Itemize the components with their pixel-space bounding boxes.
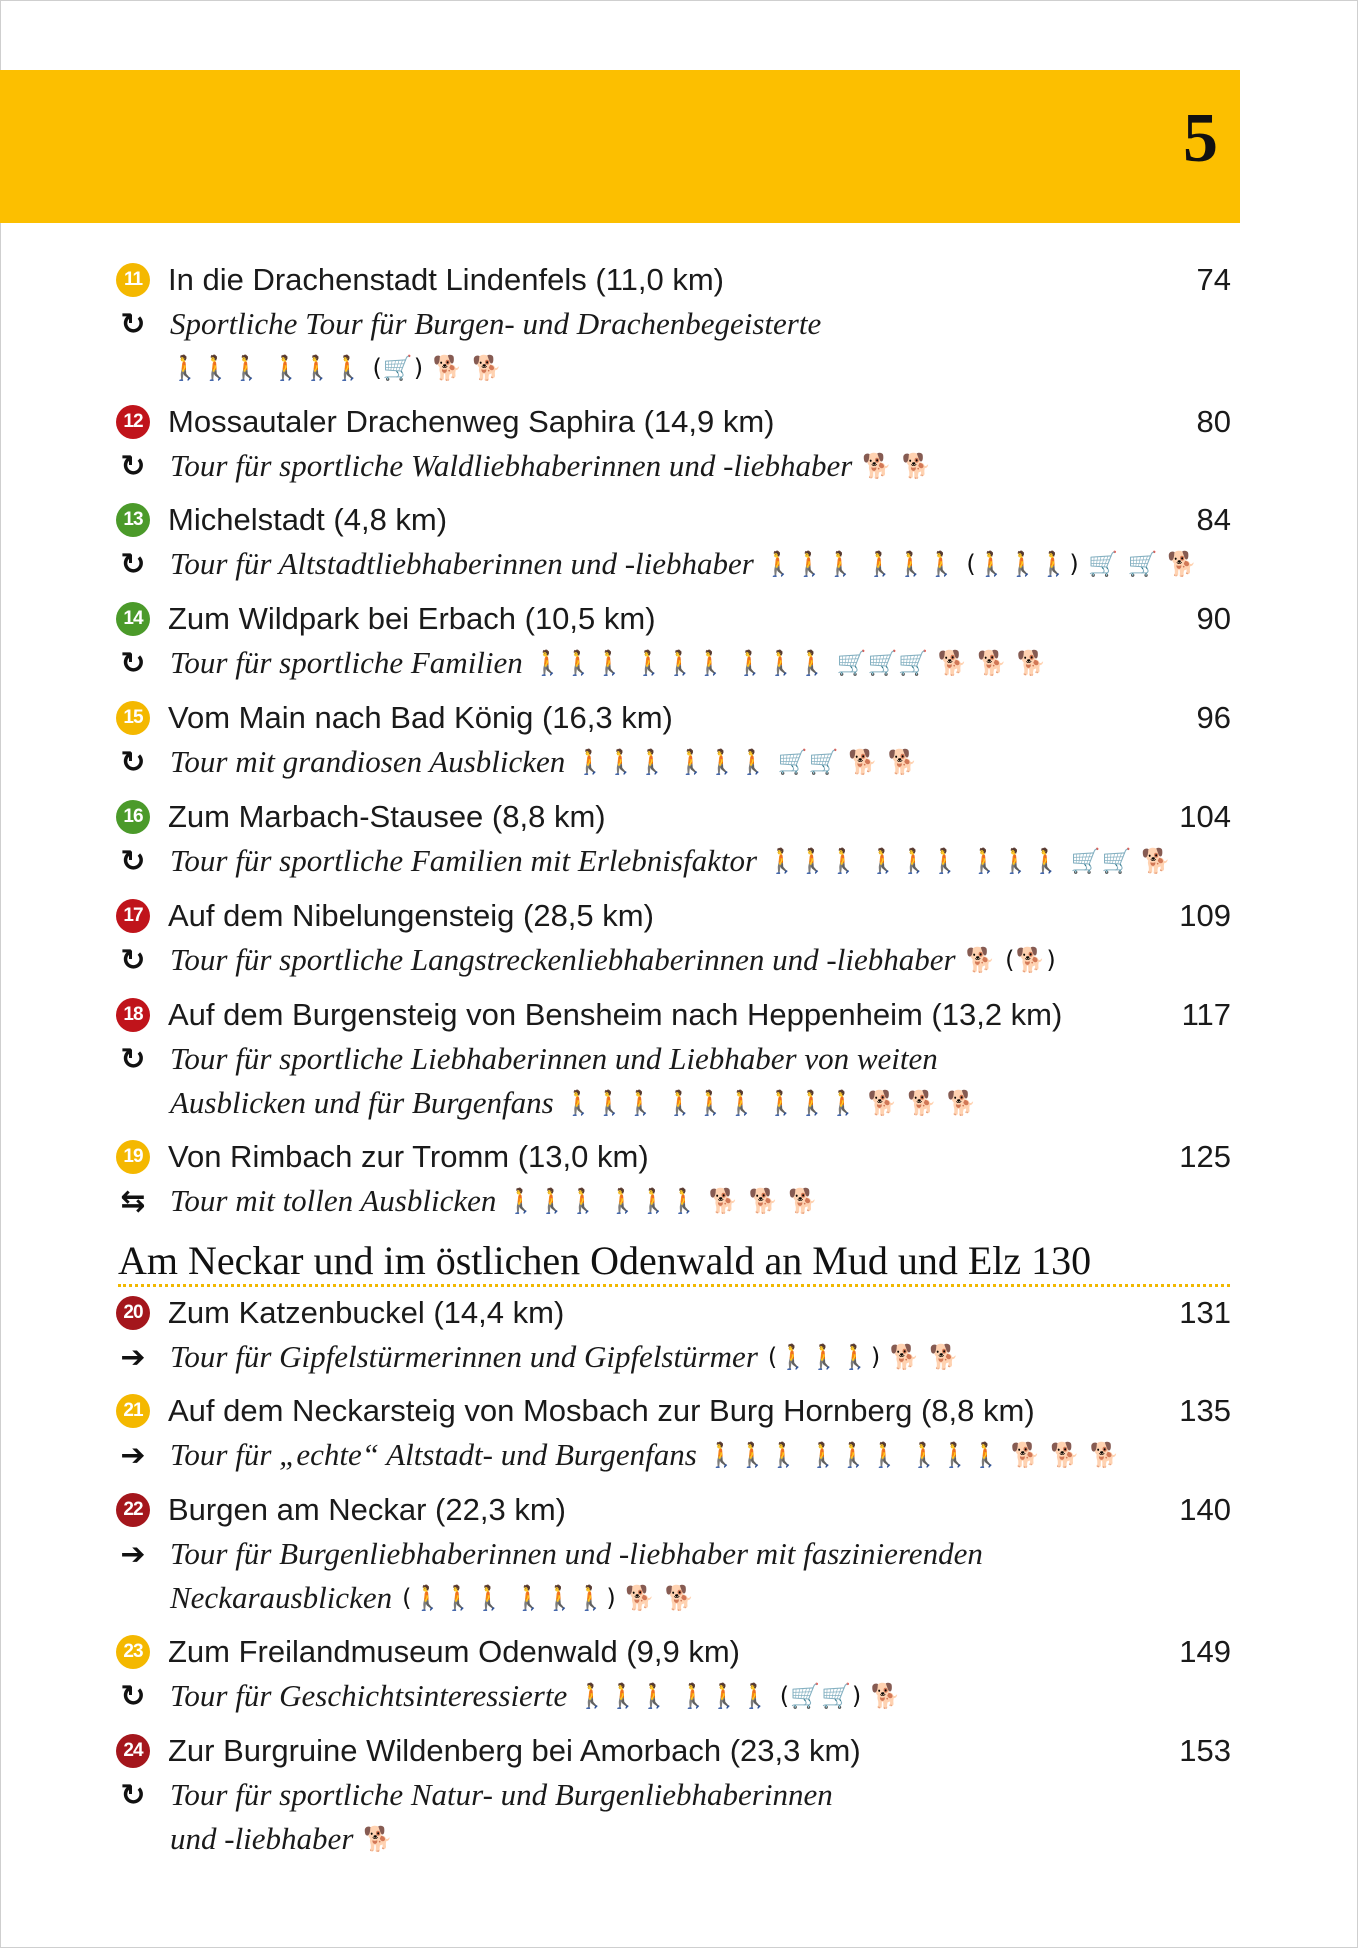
tour-number-badge: 14 — [116, 602, 150, 636]
tour-title: Vom Main nach Bad König (16,3 km) — [168, 700, 673, 735]
suitability-icons: 🐕 — [363, 1825, 395, 1853]
page-reference: 90 — [1196, 601, 1231, 636]
tour-title: Zum Marbach-Stausee (8,8 km) — [168, 799, 606, 834]
loop-route-icon: ↻ — [120, 843, 146, 879]
toc-entry[interactable] — [0, 1488, 1358, 1620]
tour-description: Tour mit tollen Ausblicken 🚶🚶🚶 🚶🚶🚶 🐕 🐕 🐕 — [170, 1183, 819, 1218]
tour-number-badge: 19 — [116, 1140, 150, 1174]
toc-entry[interactable] — [0, 696, 1358, 784]
page-reference: 117 — [1181, 997, 1231, 1032]
toc-entry[interactable] — [0, 993, 1358, 1125]
tour-number-badge: 13 — [116, 503, 150, 537]
page-reference: 125 — [1179, 1139, 1231, 1174]
section-heading: Am Neckar und im östlichen Odenwald an Mud und Elz 130 — [118, 1238, 1092, 1283]
loop-route-icon: ↻ — [120, 1041, 146, 1077]
page-reference: 80 — [1196, 404, 1231, 439]
tour-title: Zum Wildpark bei Erbach (10,5 km) — [168, 601, 656, 636]
tour-number-badge: 22 — [116, 1493, 150, 1527]
toc-entry[interactable] — [0, 400, 1358, 488]
chapter-header-band — [0, 70, 1240, 223]
suitability-icons: 🚶🚶🚶 🚶🚶🚶 🚶🚶🚶 🛒🛒🛒 🐕 🐕 🐕 — [532, 649, 1048, 677]
suitability-icons: 🚶🚶🚶 🚶🚶🚶 🐕 🐕 🐕 — [506, 1187, 819, 1215]
loop-route-icon: ↻ — [120, 645, 146, 681]
tour-description: Tour für Gipfelstürmerinnen und Gipfelstürmer (🚶🚶🚶) 🐕 🐕 — [170, 1339, 961, 1374]
tour-title: Von Rimbach zur Tromm (13,0 km) — [168, 1139, 649, 1174]
tour-title: Auf dem Nibelungensteig (28,5 km) — [168, 898, 654, 933]
tour-number-badge: 11 — [116, 263, 150, 297]
loop-route-icon: ↻ — [120, 1777, 146, 1813]
toc-entry[interactable] — [0, 597, 1358, 685]
suitability-icons: 🚶🚶🚶 🚶🚶🚶 🚶🚶🚶 🐕 🐕 🐕 — [706, 1441, 1121, 1469]
tour-number-badge: 12 — [116, 405, 150, 439]
tour-title: Mossautaler Drachenweg Saphira (14,9 km) — [168, 404, 775, 439]
tour-description: Tour für sportliche Natur- und Burgenliebhaberinnen — [170, 1777, 833, 1812]
suitability-icons: 🚶🚶🚶 🚶🚶🚶 (🛒🛒) 🐕 — [577, 1682, 902, 1710]
tour-description: Tour für Burgenliebhaberinnen und -liebhaber mit faszinierenden — [170, 1536, 983, 1571]
tour-number-badge: 17 — [116, 899, 150, 933]
suitability-icons: (🚶🚶🚶) 🐕 🐕 — [767, 1343, 961, 1371]
toc-entry[interactable] — [0, 1630, 1358, 1718]
tour-title: In die Drachenstadt Lindenfels (11,0 km) — [168, 262, 725, 297]
tour-description: Tour für sportliche Familien mit Erlebnisfaktor 🚶🚶🚶 🚶🚶🚶 🚶🚶🚶 🛒🛒 🐕 — [170, 843, 1173, 878]
tour-number-badge: 24 — [116, 1734, 150, 1768]
page-reference: 131 — [1179, 1295, 1231, 1330]
page-reference: 153 — [1179, 1733, 1231, 1768]
toc-entry[interactable] — [0, 498, 1358, 586]
one-way-route-icon: ➔ — [120, 1339, 146, 1375]
page-reference: 149 — [1179, 1634, 1231, 1669]
tour-title: Burgen am Neckar (22,3 km) — [168, 1492, 566, 1527]
tour-title: Zum Katzenbuckel (14,4 km) — [168, 1295, 565, 1330]
one-way-route-icon: ➔ — [120, 1536, 146, 1572]
tour-description: Tour für sportliche Langstreckenliebhaberinnen und -liebhaber 🐕 (🐕) — [170, 942, 1057, 977]
page-reference: 109 — [1179, 898, 1231, 933]
loop-route-icon: ↻ — [120, 1678, 146, 1714]
suitability-icons: (🚶🚶🚶 🚶🚶🚶) 🐕 🐕 — [402, 1584, 696, 1612]
tour-description: Sportliche Tour für Burgen- und Drachenbegeisterte — [170, 306, 822, 341]
tour-description: Tour für Altstadtliebhaberinnen und -liebhaber 🚶🚶🚶 🚶🚶🚶 (🚶🚶🚶) 🛒 🛒 🐕 — [170, 546, 1199, 581]
page-reference: 96 — [1196, 700, 1231, 735]
loop-route-icon: ↻ — [120, 942, 146, 978]
toc-entry[interactable] — [0, 1135, 1358, 1223]
tour-title: Zum Freilandmuseum Odenwald (9,9 km) — [168, 1634, 740, 1669]
page-reference: 74 — [1196, 262, 1231, 297]
toc-entry[interactable] — [0, 258, 1358, 390]
suitability-icons: 🚶🚶🚶 🚶🚶🚶 (🚶🚶🚶) 🛒 🛒 🐕 — [763, 550, 1199, 578]
loop-route-icon: ↻ — [120, 744, 146, 780]
toc-entry[interactable] — [0, 1729, 1358, 1861]
tour-number-badge: 21 — [116, 1394, 150, 1428]
tour-title: Auf dem Neckarsteig von Mosbach zur Burg Hornberg (8,8 km) — [168, 1393, 1035, 1428]
loop-route-icon: ↻ — [120, 448, 146, 484]
page-reference: 140 — [1179, 1492, 1231, 1527]
one-way-route-icon: ➔ — [120, 1437, 146, 1473]
toc-entry[interactable] — [0, 1291, 1358, 1379]
tour-description: Tour für sportliche Waldliebhaberinnen und -liebhaber 🐕 🐕 — [170, 448, 933, 483]
tour-title: Zur Burgruine Wildenberg bei Amorbach (23,3 km) — [168, 1733, 861, 1768]
toc-entry[interactable] — [0, 1389, 1358, 1477]
suitability-icons: 🐕 (🐕) — [965, 946, 1057, 974]
tour-description: Ausblicken und für Burgenfans 🚶🚶🚶 🚶🚶🚶 🚶🚶🚶 🐕 🐕 🐕 — [170, 1085, 978, 1120]
page-reference: 104 — [1179, 799, 1231, 834]
toc-entry[interactable] — [0, 894, 1358, 982]
tour-number-badge: 20 — [116, 1296, 150, 1330]
page-reference: 84 — [1196, 502, 1231, 537]
suitability-icons: 🚶🚶🚶 🚶🚶🚶 🚶🚶🚶 🛒🛒 🐕 — [767, 847, 1173, 875]
tour-number-badge: 23 — [116, 1635, 150, 1669]
suitability-icons: 🚶🚶🚶 🚶🚶🚶 🚶🚶🚶 🐕 🐕 🐕 — [563, 1089, 978, 1117]
page-number: 5 — [1183, 100, 1218, 177]
tour-number-badge: 15 — [116, 701, 150, 735]
two-way-route-icon: ⇆ — [120, 1183, 146, 1219]
toc-entry[interactable] — [0, 795, 1358, 883]
tour-title: Auf dem Burgensteig von Bensheim nach Heppenheim (13,2 km) — [168, 997, 1063, 1032]
tour-title: Michelstadt (4,8 km) — [168, 502, 448, 537]
tour-number-badge: 18 — [116, 998, 150, 1032]
tour-description: Neckarausblicken (🚶🚶🚶 🚶🚶🚶) 🐕 🐕 — [170, 1580, 696, 1615]
loop-route-icon: ↻ — [120, 306, 146, 342]
suitability-icons: 🚶🚶🚶 🚶🚶🚶 (🛒) 🐕 🐕 — [170, 354, 504, 382]
tour-description: Tour für „echte“ Altstadt- und Burgenfans 🚶🚶🚶 🚶🚶🚶 🚶🚶🚶 🐕 🐕 🐕 — [170, 1437, 1121, 1472]
tour-description: Tour mit grandiosen Ausblicken 🚶🚶🚶 🚶🚶🚶 🛒🛒 🐕 🐕 — [170, 744, 919, 779]
tour-description — [170, 350, 503, 386]
section-heading-rule — [118, 1284, 1230, 1287]
suitability-icons: 🐕 🐕 — [862, 452, 933, 480]
tour-description: Tour für Geschichtsinteressierte 🚶🚶🚶 🚶🚶🚶 (🛒🛒) 🐕 — [170, 1678, 902, 1713]
tour-description: Tour für sportliche Familien 🚶🚶🚶 🚶🚶🚶 🚶🚶🚶 🛒🛒🛒 🐕 🐕 🐕 — [170, 645, 1048, 680]
tour-description: und -liebhaber 🐕 — [170, 1821, 395, 1856]
suitability-icons: 🚶🚶🚶 🚶🚶🚶 🛒🛒 🐕 🐕 — [575, 748, 919, 776]
tour-number-badge: 16 — [116, 800, 150, 834]
tour-description: Tour für sportliche Liebhaberinnen und Liebhaber von weiten — [170, 1041, 938, 1076]
loop-route-icon: ↻ — [120, 546, 146, 582]
page-reference: 135 — [1179, 1393, 1231, 1428]
